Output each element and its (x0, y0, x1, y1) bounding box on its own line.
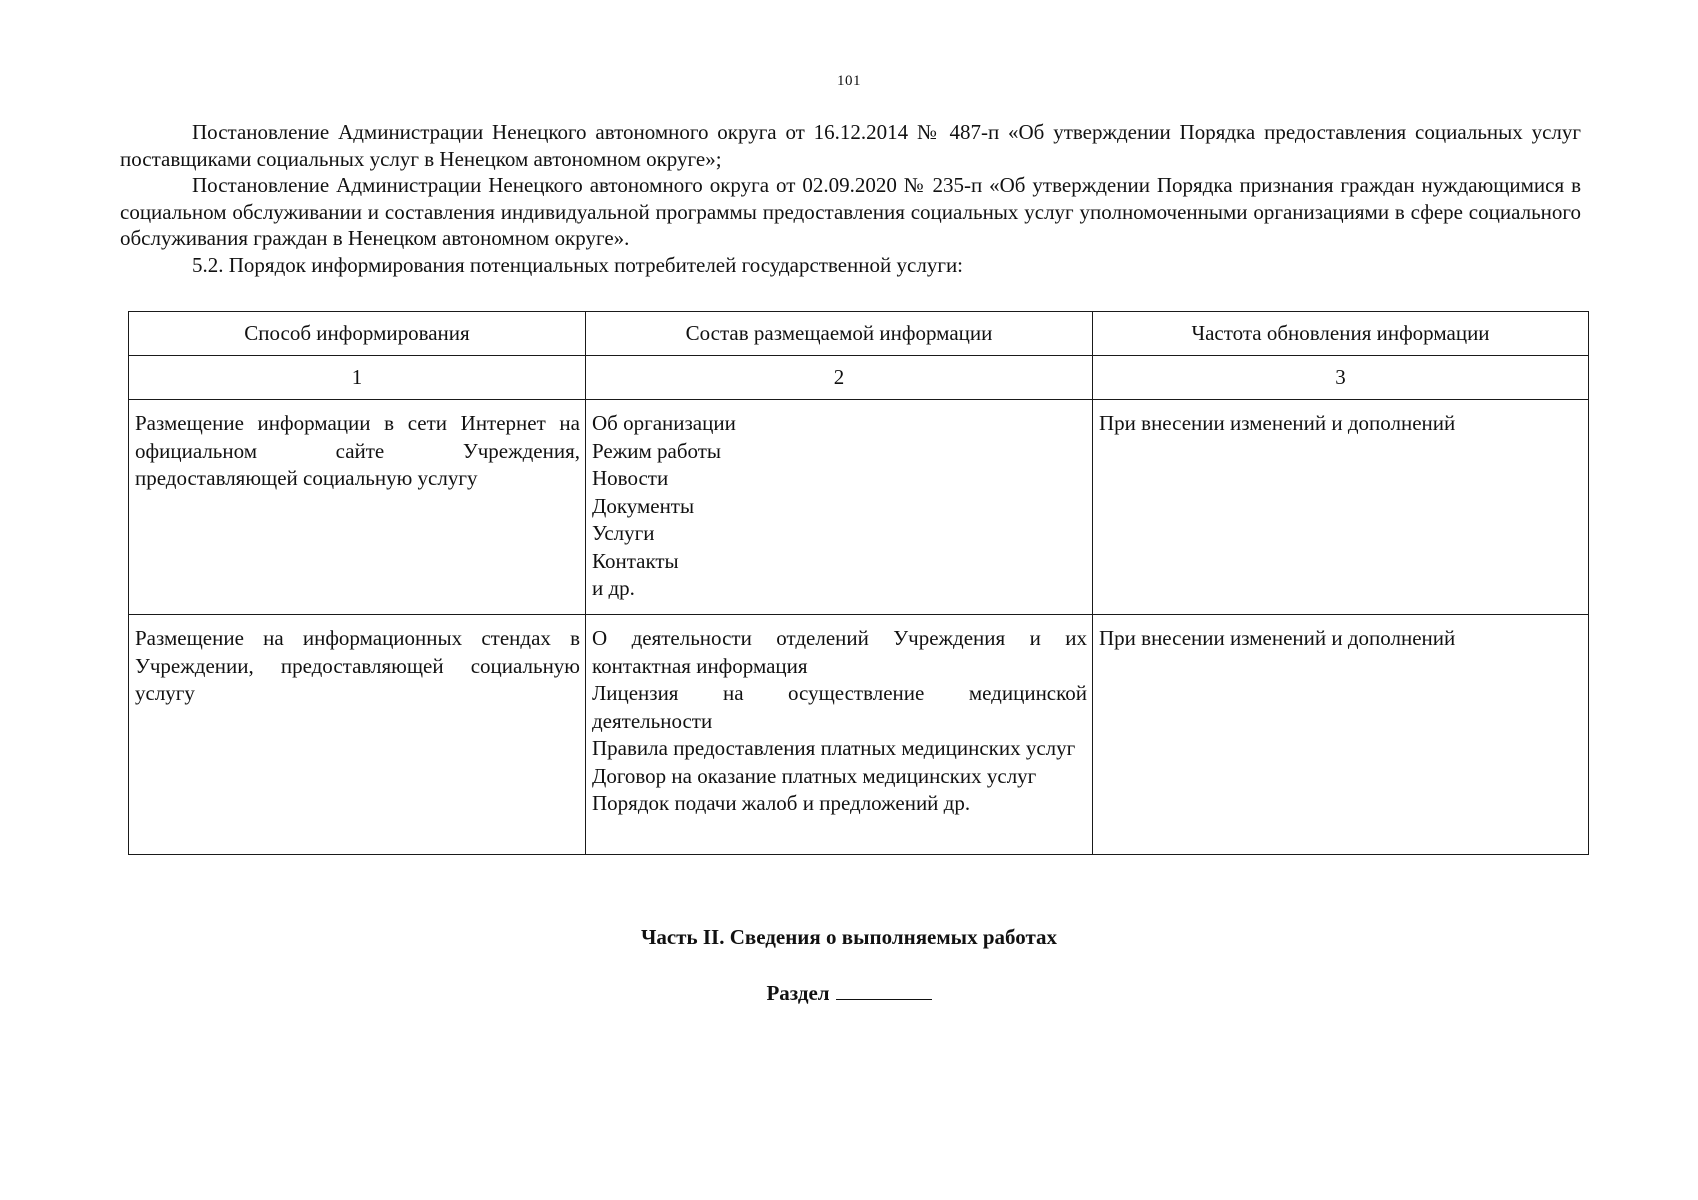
section-label: Раздел (766, 981, 830, 1005)
header-method: Способ информирования (129, 312, 586, 356)
column-number-1: 1 (129, 356, 586, 400)
informing-table (128, 311, 1589, 855)
table-row (129, 615, 1589, 855)
part-heading: Часть II. Сведения о выполняемых работах (640, 925, 1058, 949)
row-2-frequency: При внесении изменений и дополнений (1093, 615, 1589, 855)
content-item: Новости (592, 466, 669, 490)
section-number-blank (836, 981, 932, 1000)
section-heading (0, 981, 1698, 1006)
row-1-method: Размещение информации в сети Интернет на официальном сайте Учреждения, предоставляющей социальную услугу (129, 400, 586, 615)
intro-text (120, 119, 1581, 278)
informing-procedure-paragraph: 5.2. Порядок информирования потенциальных потребителей государственной услуги: (192, 252, 964, 277)
content-item: Документы (592, 493, 695, 518)
row-1-content (586, 400, 1093, 615)
content-item: Контакты (592, 548, 679, 573)
row-2-method: Размещение на информационных стендах в Учреждении, предоставляющей социальную услугу (129, 615, 586, 855)
content-item: Режим работы (592, 438, 722, 463)
table-header-row (129, 312, 1589, 356)
row-1-frequency: При внесении изменений и дополнений (1093, 400, 1589, 615)
regulation-paragraph-1: Постановление Администрации Ненецкого автономного округа от 16.12.2014 № 487-п «Об утверждении Порядка предоставления социальных услуг поставщиками социальных услуг в Ненецком автономном округе»; (120, 120, 1581, 171)
content-item: Услуги (592, 521, 655, 545)
column-number-3: 3 (1093, 356, 1589, 400)
table-number-row (129, 356, 1589, 400)
table-row (129, 400, 1589, 615)
content-item: Порядок подачи жалоб и предложений др. (592, 791, 971, 815)
content-item: О деятельности отделений Учреждения и их контактная информация (592, 626, 1087, 678)
content-item: Об организации (592, 411, 736, 435)
header-content: Состав размещаемой информации (586, 312, 1093, 356)
content-item: Договор на оказание платных медицинских услуг (592, 763, 1037, 788)
content-item: и др. (592, 576, 635, 600)
content-item: Правила предоставления платных медицинских услуг (592, 736, 1076, 760)
content-item: Лицензия на осуществление медицинской деятельности (592, 681, 1087, 733)
row-2-content (586, 615, 1093, 855)
header-frequency: Частота обновления информации (1093, 312, 1589, 356)
page-number: 101 (837, 73, 861, 89)
column-number-2: 2 (586, 356, 1093, 400)
regulation-paragraph-2: Постановление Администрации Ненецкого автономного округа от 02.09.2020 № 235-п «Об утверждении Порядка признания граждан нуждающимися в социальном обслуживании и составления индивидуальной программы предоставления социальных услуг уполномоченными организациями в сфере социального обслуживания граждан в Ненецком автономном округе». (120, 173, 1581, 250)
